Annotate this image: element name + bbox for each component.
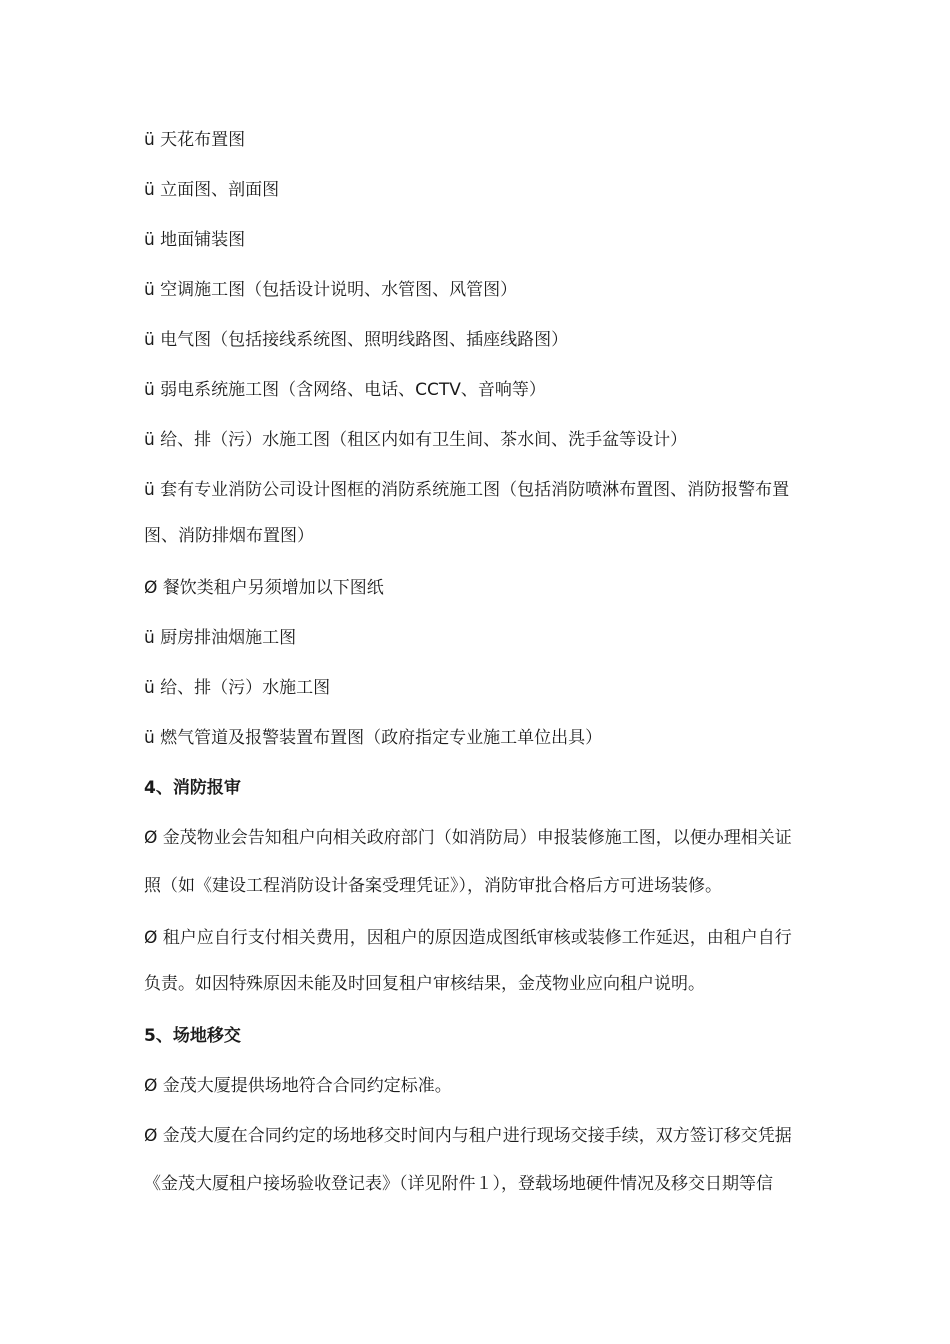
paragraph-line: Ø 金茂大厦在合同约定的场地移交时间内与租户进行现场交接手续，双方签订移交凭据: [144, 1126, 792, 1146]
paragraph-line: Ø 金茂物业会告知租户向相关政府部门（如消防局）申报装修施工图，以便办理相关证: [144, 828, 792, 848]
list-item: ü 空调施工图（包括设计说明、水管图、风管图）: [144, 280, 518, 300]
paragraph-line: Ø 金茂大厦提供场地符合合同约定标准。: [144, 1076, 452, 1096]
paragraph-line: 《金茂大厦租户接场验收登记表》（详见附件１），登载场地硬件情况及移交日期等信: [144, 1174, 773, 1194]
list-item: ü 给、排（污）水施工图: [144, 678, 331, 698]
list-item: ü 套有专业消防公司设计图框的消防系统施工图（包括消防喷淋布置图、消防报警布置: [144, 480, 790, 500]
list-item: ü 厨房排油烟施工图: [144, 628, 297, 648]
section-heading: 4、消防报审: [144, 778, 241, 798]
paragraph-line: 负责。如因特殊原因未能及时回复租户审核结果，金茂物业应向租户说明。: [144, 974, 705, 994]
list-item: ü 燃气管道及报警装置布置图（政府指定专业施工单位出具）: [144, 728, 603, 748]
list-item: ü 电气图（包括接线系统图、照明线路图、插座线路图）: [144, 330, 569, 350]
section-heading: 5、场地移交: [144, 1026, 241, 1046]
list-item: ü 给、排（污）水施工图（租区内如有卫生间、茶水间、洗手盆等设计）: [144, 430, 688, 450]
paragraph-line: Ø 租户应自行支付相关费用，因租户的原因造成图纸审核或装修工作延迟，由租户自行: [144, 928, 792, 948]
list-item: ü 天花布置图: [144, 130, 246, 150]
list-item: ü 弱电系统施工图（含网络、电话、CCTV、音响等）: [144, 380, 546, 400]
list-item: ü 立面图、剖面图: [144, 180, 280, 200]
list-item: ü 地面铺装图: [144, 230, 246, 250]
paragraph-line: 照（如《建设工程消防设计备案受理凭证》），消防审批合格后方可进场装修。: [144, 876, 722, 896]
list-item-continuation: 图、消防排烟布置图）: [144, 526, 314, 546]
list-item: Ø 餐饮类租户另须增加以下图纸: [144, 578, 384, 598]
